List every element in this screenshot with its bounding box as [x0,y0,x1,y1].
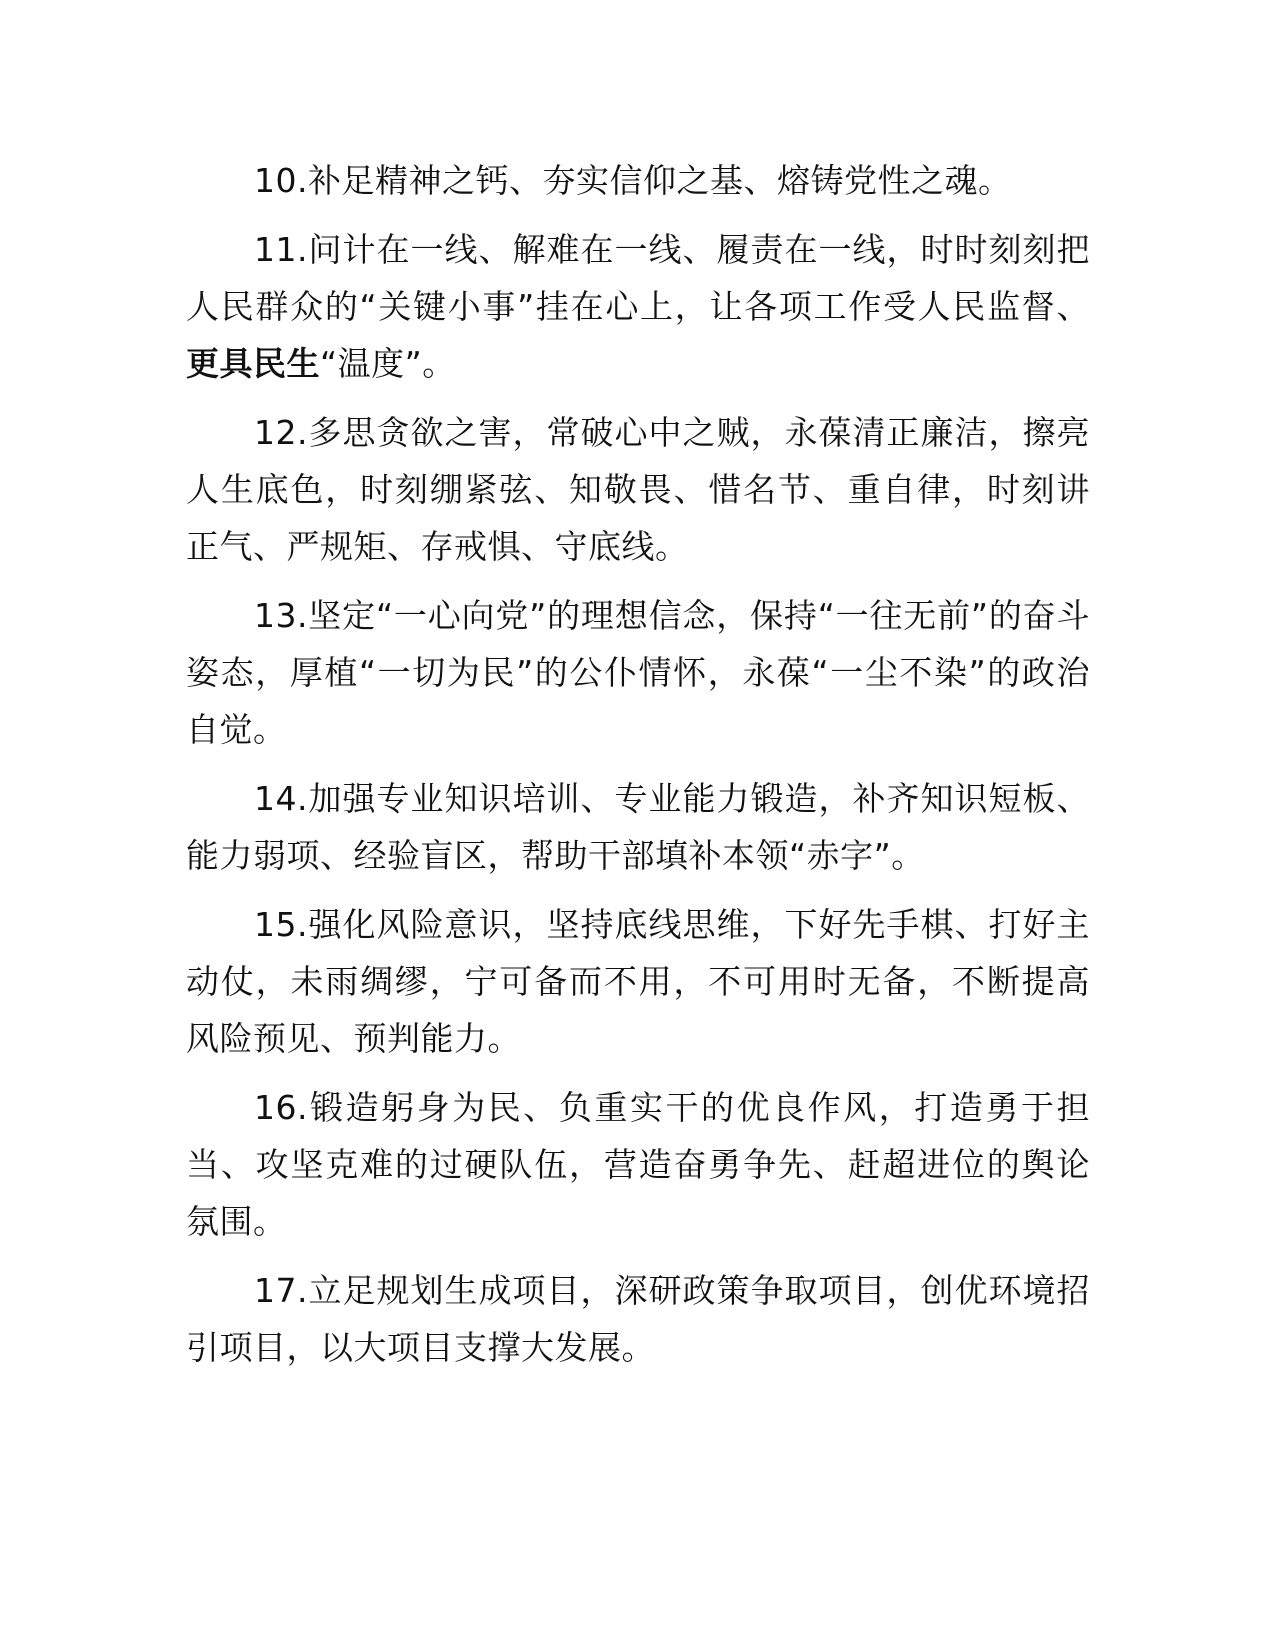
paragraph-bold-text: 更具民生 [186,344,320,383]
paragraph-text: 12.多思贪欲之害，常破心中之贼，永葆清正廉洁，擦亮人生底色，时刻绷紧弦、知敬畏、惜名节、重自律，时刻讲正气、严规矩、存戒惧、守底线。 [186,413,1090,566]
paragraph-text: 16.锻造躬身为民、负重实干的优良作风，打造勇于担当、攻坚克难的过硬队伍，营造奋勇争先、赶超进位的舆论氛围。 [186,1088,1090,1241]
paragraph-16 [186,1079,1090,1250]
paragraph-17 [186,1262,1090,1376]
paragraph-tail-text: “温度”。 [320,344,456,383]
paragraph-15 [186,896,1090,1067]
paragraph-text: 17.立足规划生成项目，深研政策争取项目，创优环境招引项目，以大项目支撑大发展。 [186,1271,1090,1367]
paragraph-12 [186,404,1090,575]
document-body [186,152,1090,1388]
paragraph-11 [186,221,1090,392]
paragraph-text: 10.补足精神之钙、夯实信仰之基、熔铸党性之魂。 [254,161,1012,200]
paragraph-text: 13.坚定“一心向党”的理想信念，保持“一往无前”的奋斗姿态，厚植“一切为民”的公仆情怀，永葆“一尘不染”的政治自觉。 [186,596,1090,749]
paragraph-text: 11.问计在一线、解难在一线、履责在一线，时时刻刻把人民群众的“关键小事”挂在心上，让各项工作受人民监督、 [186,230,1090,326]
paragraph-14 [186,770,1090,884]
paragraph-text: 14.加强专业知识培训、专业能力锻造，补齐知识短板、能力弱项、经验盲区，帮助干部填补本领“赤字”。 [186,779,1090,875]
paragraph-13 [186,587,1090,758]
paragraph-10 [186,152,1090,209]
paragraph-text: 15.强化风险意识，坚持底线思维，下好先手棋、打好主动仗，未雨绸缪，宁可备而不用，不可用时无备，不断提高风险预见、预判能力。 [186,905,1090,1058]
